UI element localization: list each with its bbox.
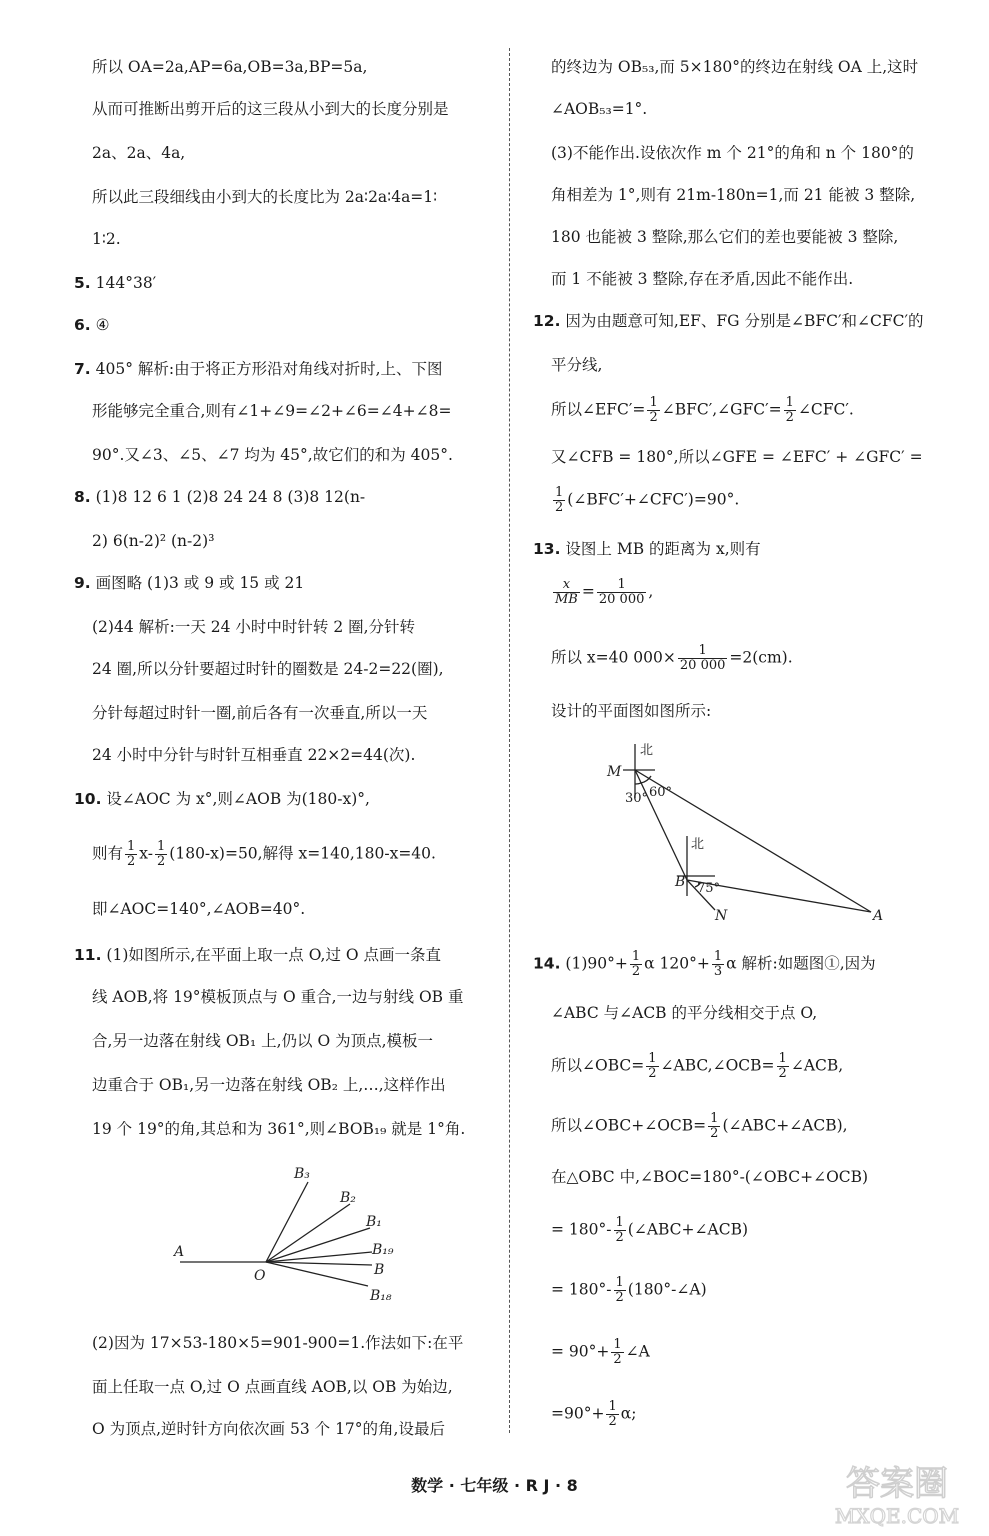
label-a: A bbox=[873, 908, 884, 922]
question-10 bbox=[74, 788, 370, 810]
equation-line: 则有 $\frac{1}{2}$ x- $\frac{1}{2}$ (180-x)=50,解得 x=140,180-x=40. bbox=[92, 839, 436, 869]
text-line: ∠ABC 与∠ACB 的平分线相交于点 O, bbox=[551, 1004, 818, 1022]
equation-line: 所以 x=40 000× $\frac{1}{20 000}$ =2(cm). bbox=[551, 643, 793, 673]
north-label-b: 北 bbox=[691, 837, 705, 852]
text-line: 的终边为 OB₅₃,而 5×180°的终边在射线 OA 上,这时 bbox=[551, 58, 919, 76]
text-line: 180 也能被 3 整除,那么它们的差也要能被 3 整除, bbox=[551, 228, 899, 246]
compass-diagram bbox=[583, 736, 903, 922]
question-7 bbox=[74, 358, 443, 380]
text-line: 线 AOB,将 19°模板顶点与 O 重合,一边与射线 OB 重 bbox=[92, 988, 464, 1006]
label-a: A bbox=[174, 1244, 185, 1260]
fraction: $\frac{1}{2}$ bbox=[649, 395, 658, 425]
text-line: (3)不能作出.设依次作 m 个 21°的角和 n 个 180°的 bbox=[551, 144, 914, 162]
answer-text: (1)如图所示,在平面上取一点 O,过 O 点画一条直 bbox=[106, 946, 442, 964]
text-line: 形能够完全重合,则有∠1+∠9=∠2+∠6=∠4+∠8= bbox=[92, 402, 452, 420]
question-number: 10. bbox=[74, 790, 102, 808]
text-line: ∠AOB₅₃=1°. bbox=[551, 100, 648, 118]
angle-60: 60° bbox=[649, 785, 673, 800]
ray-ob18 bbox=[266, 1262, 368, 1286]
fraction: $\frac{1}{2}$ bbox=[127, 839, 136, 869]
angle-75: 75° bbox=[697, 881, 721, 896]
text-line: 在△OBC 中,∠BOC=180°-(∠OBC+∠OCB) bbox=[551, 1168, 869, 1186]
text-line: 2) 6(n-2)² (n-2)³ bbox=[92, 532, 215, 550]
equation-line: 所以∠OBC+∠OCB= $\frac{1}{2}$ (∠ABC+∠ACB), bbox=[551, 1111, 848, 1141]
text-line: 24 小时中分针与时针互相垂直 22×2=44(次). bbox=[92, 746, 416, 764]
text-line: 平分线, bbox=[551, 356, 603, 374]
answer-text: (1)8 12 6 1 (2)8 24 24 8 (3)8 12(n- bbox=[95, 488, 366, 506]
fraction: $\frac{1}{2}$ bbox=[608, 1399, 617, 1429]
equation-line: = 180°- $\frac{1}{2}$ (∠ABC+∠ACB) bbox=[551, 1215, 749, 1245]
text-line: 角相差为 1°,则有 21m-180n=1,而 21 能被 3 整除, bbox=[551, 186, 916, 204]
question-14: 14. (1)90°+ $\frac{1}{2}$ α 120°+ $\frac{1}{3}$ α 解析:如题图①,因为 bbox=[533, 949, 876, 979]
label-b3: B₃ bbox=[294, 1166, 310, 1182]
text-line: O 为顶点,逆时针方向依次画 53 个 17°的角,设最后 bbox=[92, 1420, 445, 1438]
answer-text: 因为由题意可知,EF、FG 分别是∠BFC′和∠CFC′的 bbox=[565, 312, 924, 330]
question-number: 14. bbox=[533, 954, 561, 973]
label-n: N bbox=[715, 908, 728, 922]
text-line: 即∠AOC=140°,∠AOB=40°. bbox=[92, 900, 306, 918]
answer-text: 画图略 (1)3 或 9 或 15 或 21 bbox=[95, 574, 305, 592]
equation-line: $\frac{1}{2}$ (∠BFC′+∠CFC′)=90°. bbox=[555, 485, 740, 515]
north-label-m: 北 bbox=[640, 743, 654, 758]
text-line: 24 圈,所以分针要超过时针的圈数是 24-2=22(圈), bbox=[92, 660, 444, 678]
text-line: 19 个 19°的角,其总和为 361°,则∠BOB₁₉ 就是 1°角. bbox=[92, 1120, 466, 1138]
question-13 bbox=[533, 538, 761, 560]
fraction: $\frac{1}{2}$ bbox=[710, 1111, 719, 1141]
watermark-logo bbox=[812, 1455, 982, 1530]
label-b: B bbox=[675, 874, 686, 890]
angle-diagram bbox=[154, 1162, 414, 1314]
question-5 bbox=[74, 272, 156, 294]
label-m: M bbox=[607, 764, 622, 780]
fraction: $\frac{1}{2}$ bbox=[778, 1051, 787, 1081]
question-number: 11. bbox=[74, 946, 102, 964]
question-6 bbox=[74, 314, 110, 336]
text-line: (2)因为 17×53-180×5=901-900=1.作法如下:在平 bbox=[92, 1334, 464, 1352]
fraction: $\frac{1}{2}$ bbox=[157, 839, 166, 869]
text-line: (2)44 解析:一天 24 小时中时针转 2 圈,分针转 bbox=[92, 618, 416, 636]
equation-line: = 90°+ $\frac{1}{2}$ ∠A bbox=[551, 1337, 650, 1367]
answer-text: 设图上 MB 的距离为 x,则有 bbox=[565, 540, 761, 558]
angle-30: 30° bbox=[625, 791, 649, 806]
question-12 bbox=[533, 310, 923, 332]
text-line: 设计的平面图如图所示: bbox=[551, 702, 712, 720]
question-number: 13. bbox=[533, 540, 561, 558]
answer-text: ④ bbox=[95, 316, 110, 334]
question-number: 5. bbox=[74, 274, 91, 292]
fraction: $\frac{1}{20 000}$ bbox=[679, 643, 726, 673]
fraction: $\frac{1}{2}$ bbox=[615, 1215, 624, 1245]
label-b19: B₁₉ bbox=[372, 1242, 394, 1258]
arc-30 bbox=[635, 783, 641, 784]
label-b1: B₁ bbox=[366, 1214, 382, 1230]
question-number: 7. bbox=[74, 360, 91, 378]
text-line: 所以 OA=2a,AP=6a,OB=3a,BP=5a, bbox=[92, 58, 368, 76]
question-8 bbox=[74, 486, 365, 508]
ray-ob2 bbox=[266, 1204, 350, 1262]
answer-text: 设∠AOC 为 x°,则∠AOB 为(180-x)°, bbox=[106, 790, 370, 808]
label-b2: B₂ bbox=[340, 1190, 356, 1206]
fraction: $\frac{1}{2}$ bbox=[631, 949, 641, 979]
label-o: O bbox=[254, 1268, 266, 1284]
text-line: 2a、2a、4a, bbox=[92, 144, 186, 162]
fraction: $\frac{1}{20 000}$ bbox=[598, 577, 645, 607]
text-line: 又∠CFB = 180°,所以∠GFE = ∠EFC′ + ∠GFC′ = bbox=[551, 448, 923, 466]
question-11 bbox=[74, 944, 441, 966]
text-line: 边重合于 OB₁,另一边落在射线 OB₂ 上,…,这样作出 bbox=[92, 1076, 446, 1094]
label-b18: B₁₈ bbox=[370, 1288, 392, 1304]
watermark-bottom: MXQE.COM bbox=[834, 1504, 960, 1528]
question-number: 9. bbox=[74, 574, 91, 592]
question-number: 8. bbox=[74, 488, 91, 506]
label-b: B bbox=[374, 1262, 385, 1278]
question-number: 6. bbox=[74, 316, 91, 334]
equation-line: 所以∠EFC′= $\frac{1}{2}$ ∠BFC′,∠GFC′= $\frac{1}{2}$ ∠CFC′. bbox=[551, 395, 854, 425]
fraction: $\frac{1}{3}$ bbox=[713, 949, 723, 979]
answer-text: 405° 解析:由于将正方形沿对角线对折时,上、下图 bbox=[95, 360, 443, 378]
text-line: 1∶2. bbox=[92, 230, 121, 248]
equation-line: $\frac{x}{MB}$ = $\frac{1}{20 000}$ , bbox=[555, 577, 654, 607]
page-footer: 数学 · 七年级 · R J · 8 bbox=[411, 1476, 578, 1495]
question-9 bbox=[74, 572, 304, 594]
text-line: 合,另一边落在射线 OB₁ 上,仍以 O 为顶点,模板一 bbox=[92, 1032, 434, 1050]
text-line: 而 1 不能被 3 整除,存在矛盾,因此不能作出. bbox=[551, 270, 854, 288]
text-line: 分针每超过时针一圈,前后各有一次垂直,所以一天 bbox=[92, 704, 428, 722]
fraction: $\frac{1}{2}$ bbox=[615, 1275, 624, 1305]
ray-ob bbox=[266, 1262, 372, 1265]
equation-line: = 180°- $\frac{1}{2}$ (180°-∠A) bbox=[551, 1275, 707, 1305]
equation-line: 所以∠OBC= $\frac{1}{2}$ ∠ABC,∠OCB= $\frac{1}{2}$ ∠ACB, bbox=[551, 1051, 844, 1081]
text-line: 90°.又∠3、∠5、∠7 均为 45°,故它们的和为 405°. bbox=[92, 446, 453, 464]
equation-line: =90°+ $\frac{1}{2}$ α; bbox=[551, 1399, 637, 1429]
fraction: $\frac{1}{2}$ bbox=[648, 1051, 657, 1081]
text-line: 所以此三段细线由小到大的长度比为 2a∶2a∶4a=1∶ bbox=[92, 188, 438, 206]
answer-text: 144°38′ bbox=[95, 274, 157, 292]
text-line: 从而可推断出剪开后的这三段从小到大的长度分别是 bbox=[92, 100, 449, 118]
question-number: 12. bbox=[533, 312, 561, 330]
fraction: $\frac{1}{2}$ bbox=[613, 1337, 622, 1367]
fraction: $\frac{1}{2}$ bbox=[555, 485, 564, 515]
fraction: $\frac{1}{2}$ bbox=[785, 395, 794, 425]
column-divider bbox=[509, 48, 510, 1433]
watermark-top: 答案圈 bbox=[846, 1464, 948, 1504]
fraction: $\frac{x}{MB}$ bbox=[555, 577, 578, 607]
text-line: 面上任取一点 O,过 O 点画直线 AOB,以 OB 为始边, bbox=[92, 1378, 453, 1396]
